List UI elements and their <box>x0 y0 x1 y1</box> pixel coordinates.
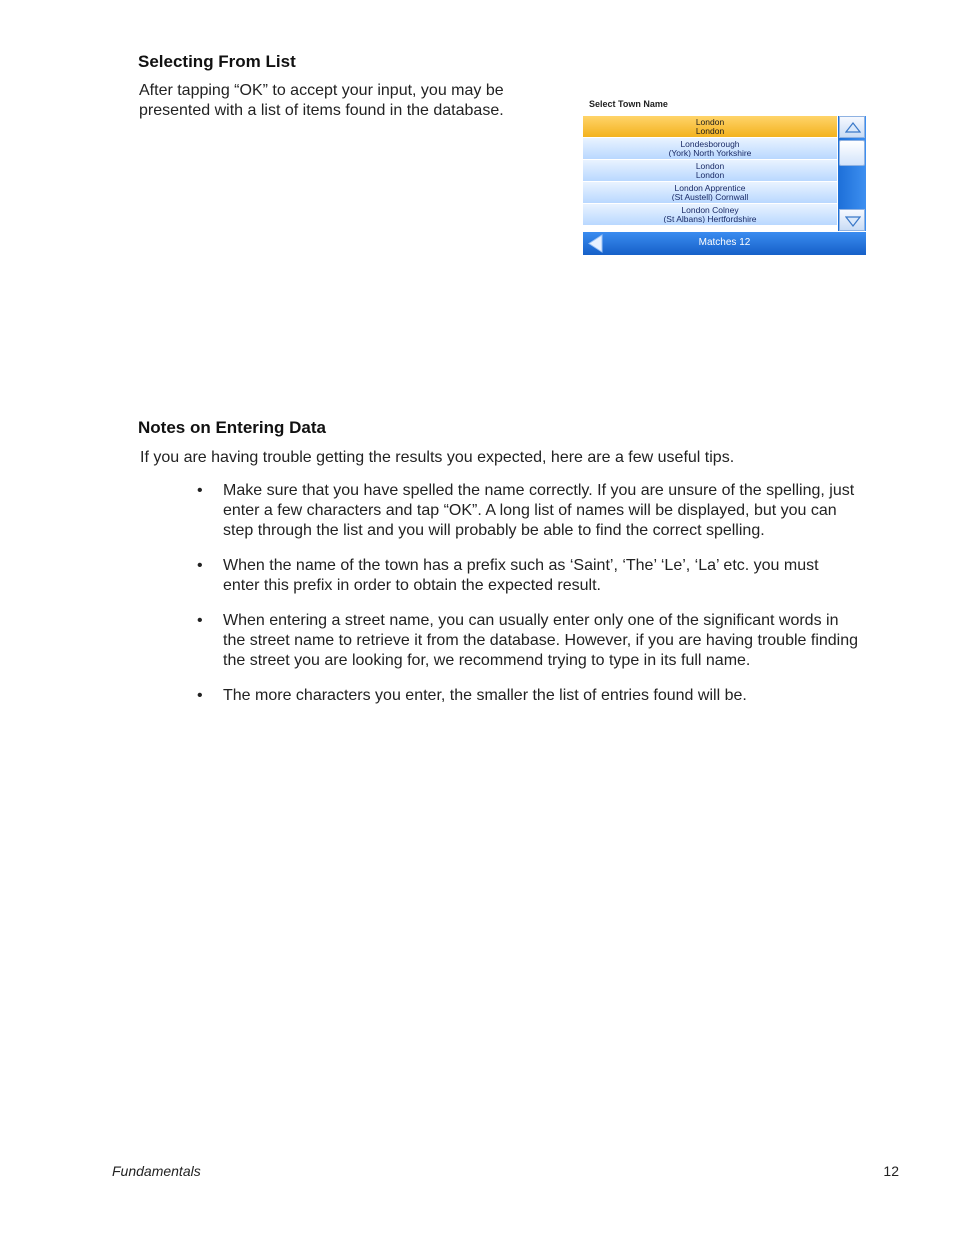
footer-section-name: Fundamentals <box>112 1163 201 1179</box>
tip-line: When entering a street name, you can usually enter only one of the significant words in <box>223 612 839 629</box>
scroll-down-button[interactable] <box>839 209 865 231</box>
device-screenshot-select-town <box>583 96 866 255</box>
tips-list <box>197 481 897 721</box>
town-list-item[interactable] <box>583 160 837 182</box>
paragraph-line: presented with a list of items found in the database. <box>139 102 504 119</box>
town-name: London <box>695 118 725 127</box>
town-region: London <box>695 170 725 179</box>
scroll-up-button[interactable] <box>839 116 865 138</box>
tip-line: the street name to retrieve it from the database. However, if you are having trouble finding <box>223 632 859 649</box>
tip-line: Make sure that you have spelled the name correctly. If you are unsure of the spelling, just <box>223 482 855 499</box>
bullet-icon: • <box>197 612 203 629</box>
town-list-item[interactable] <box>583 204 837 226</box>
town-name: London Colney <box>681 206 739 215</box>
list-item <box>197 611 897 671</box>
tip-line: When the name of the town has a prefix such as ‘Saint’, ‘The’ ‘Le’, ‘La’ etc. you must <box>223 557 819 574</box>
town-name: Londesborough <box>680 140 740 149</box>
town-region: (St Austell) Cornwall <box>671 192 749 201</box>
scroll-up-arrow-icon <box>845 122 861 134</box>
bottom-bar <box>583 232 866 255</box>
list-item <box>197 481 897 541</box>
tip-line: The more characters you enter, the smaller the list of entries found will be. <box>223 687 747 704</box>
tip-line: step through the list and you will probably be able to find the correct spelling. <box>223 522 765 539</box>
tip-line: enter this prefix in order to obtain the expected result. <box>223 577 601 594</box>
town-region: (York) North Yorkshire <box>668 148 752 157</box>
scroll-thumb[interactable] <box>839 140 865 166</box>
town-name: London Apprentice <box>674 184 746 193</box>
town-list <box>583 116 837 231</box>
tip-line: the street you are looking for, we recommend trying to type in its full name. <box>223 652 751 669</box>
tip-line: enter a few characters and tap “OK”. A long list of names will be displayed, but you can <box>223 502 837 519</box>
town-list-item[interactable] <box>583 138 837 160</box>
paragraph-line: After tapping “OK” to accept your input, you may be <box>139 82 504 99</box>
screen-title: Select Town Name <box>589 99 668 109</box>
bullet-icon: • <box>197 557 203 574</box>
section-heading-notes-on-entering-data: Notes on Entering Data <box>138 418 326 437</box>
town-region: (St Albans) Hertfordshire <box>663 214 757 223</box>
footer-page-number: 12 <box>883 1163 899 1179</box>
list-item <box>197 686 897 706</box>
section-heading-selecting-from-list: Selecting From List <box>138 52 296 71</box>
scrollbar[interactable] <box>838 116 866 231</box>
section-paragraph <box>139 81 559 121</box>
town-list-item[interactable] <box>583 182 837 204</box>
town-region: London <box>695 126 725 135</box>
section-intro: If you are having trouble getting the results you expected, here are a few useful tips. <box>140 449 735 466</box>
bullet-icon: • <box>197 482 203 499</box>
town-list-item-selected[interactable] <box>583 116 837 138</box>
scroll-down-arrow-icon <box>845 215 861 227</box>
town-name: London <box>695 162 725 171</box>
bullet-icon: • <box>197 687 203 704</box>
list-item <box>197 556 897 596</box>
matches-count: Matches 12 <box>698 237 751 248</box>
